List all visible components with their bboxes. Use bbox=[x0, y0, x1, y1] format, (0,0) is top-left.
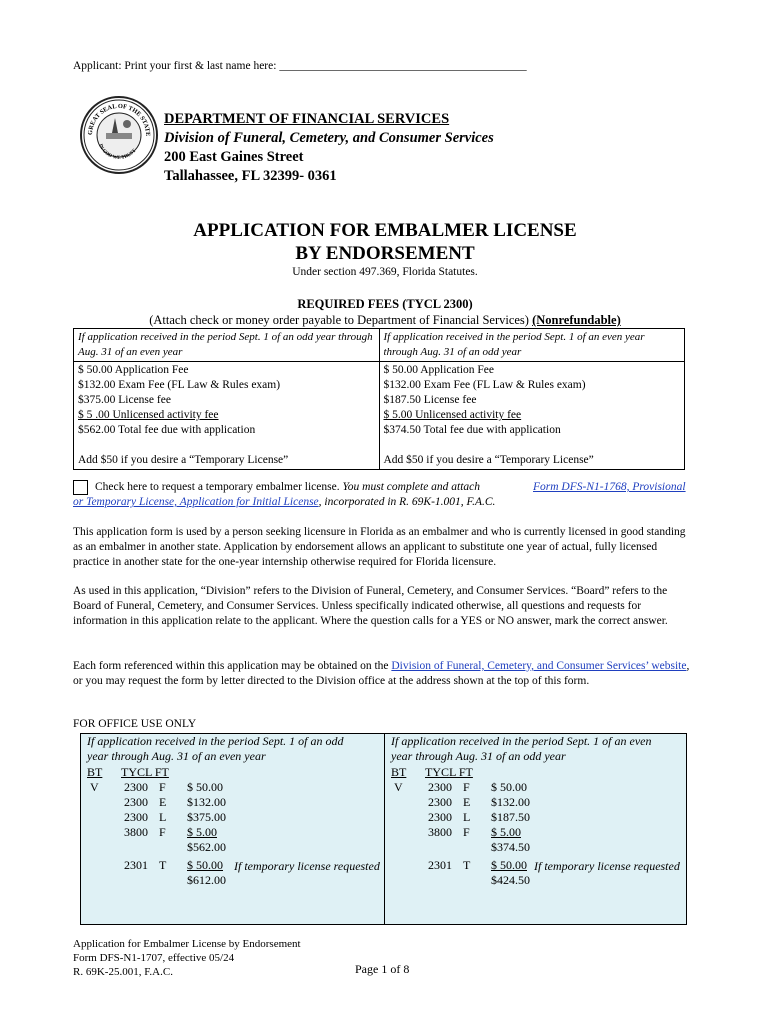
fee-type: F bbox=[159, 780, 166, 794]
bt-header: BT bbox=[391, 765, 407, 779]
condition-line: If application received in the period Sept. 1 of an odd bbox=[87, 734, 344, 748]
odd-year-fees bbox=[379, 362, 685, 470]
fee-code: 2300 bbox=[428, 780, 452, 794]
division-website-link[interactable]: Division of Funeral, Cemetery, and Consumer Services’ website bbox=[391, 660, 687, 672]
fee-code: 2300 bbox=[124, 780, 148, 794]
bt-value: V bbox=[90, 780, 99, 794]
form-footer bbox=[73, 937, 301, 979]
fee-lines-row bbox=[74, 362, 685, 470]
fee-type: F bbox=[463, 780, 470, 794]
page-title: APPLICATION FOR EMBALMER LICENSE bbox=[193, 220, 577, 241]
department-name: DEPARTMENT OF FINANCIAL SERVICES bbox=[164, 111, 450, 127]
office-even-condition bbox=[87, 734, 344, 764]
temp-request-text: Check here to request a temporary embalmer license. bbox=[95, 481, 340, 493]
footer-form-title: Application for Embalmer License by Endorsement bbox=[73, 938, 301, 950]
forms-paragraph bbox=[73, 659, 695, 689]
temp-license-note: Add $50 if you desire a “Temporary License” bbox=[78, 454, 289, 466]
temp-request-link-block bbox=[73, 480, 695, 510]
fee-type: L bbox=[463, 810, 471, 824]
nonrefundable-label: (Nonrefundable) bbox=[532, 313, 621, 327]
department-header bbox=[164, 110, 494, 186]
temp-request-instruction: You must complete and attach bbox=[342, 481, 481, 493]
fee-type: F bbox=[463, 825, 470, 839]
fee-type: F bbox=[159, 825, 166, 839]
tycl-header: TYCL FT bbox=[121, 765, 169, 779]
intro-paragraph: This application form is used by a person seeking licensure in Florida as an embalmer and who is currently licensed in good standing as an embalmer in another state. Application by endorsement allows an applicant to substitute one year of actual, fully licensed practice in another state for the one-year internship otherwise required for Florida licensure. bbox=[73, 526, 686, 568]
fee-amount: $ 50.00 bbox=[187, 780, 223, 794]
form-dfs-n1-1768-link[interactable]: Form DFS-N1-1768, Provisional or Temporary License, Application for Initial License bbox=[73, 481, 686, 508]
condition-line: If application received in the period Sept. 1 of an even bbox=[391, 734, 652, 748]
division-name: Division of Funeral, Cemetery, and Consumer Services bbox=[164, 130, 494, 146]
state-seal-logo bbox=[80, 96, 158, 174]
fee-amount: $ 50.00 bbox=[491, 858, 527, 872]
fee-code: 2300 bbox=[124, 795, 148, 809]
page-title-line2: BY ENDORSEMENT bbox=[295, 243, 475, 264]
statute-reference: Under section 497.369, Florida Statutes. bbox=[292, 266, 478, 278]
fee-subtotal: $374.50 bbox=[491, 840, 530, 854]
fee-code: 2301 bbox=[124, 858, 148, 872]
fee-code: 3800 bbox=[428, 825, 452, 839]
fee-line: $375.00 License fee bbox=[78, 394, 171, 406]
definitions-paragraph: As used in this application, “Division” refers to the Division of Funeral, Cemetery, and Consumer Services. “Board” refers to the Board of Funeral, Cemetery, and Consumer Services. Unless specifically indicated otherwise, all questions and requests for information in this application relate to the applicant. Where the question calls for a YES or NO answer, mark the correct answer. bbox=[73, 585, 668, 627]
seal-motto: IN GOD WE TRUST bbox=[97, 143, 138, 162]
condition-line: year through Aug. 31 of an even year bbox=[87, 749, 266, 763]
fee-grand-total: $612.00 bbox=[187, 873, 226, 887]
fee-line: $132.00 Exam Fee (FL Law & Rules exam) bbox=[383, 379, 586, 391]
office-even-column bbox=[81, 734, 383, 924]
fee-line: $ 50.00 Application Fee bbox=[383, 364, 495, 376]
temp-request-rule: , incorporated in R. 69K-1.001, F.A.C. bbox=[318, 496, 496, 508]
tycl-header: TYCL FT bbox=[425, 765, 473, 779]
bt-header: BT bbox=[87, 765, 103, 779]
temp-fee-note: If temporary license requested bbox=[534, 859, 680, 873]
forms-text-prefix: Each form referenced within this application may be obtained on the bbox=[73, 660, 392, 672]
footer-rule: R. 69K-25.001, F.A.C. bbox=[73, 966, 173, 978]
fee-amount: $132.00 bbox=[187, 795, 226, 809]
fee-amount: $132.00 bbox=[491, 795, 530, 809]
fee-code: 2300 bbox=[428, 795, 452, 809]
fee-total: $562.00 Total fee due with application bbox=[78, 424, 256, 436]
seal-outer-text: GREAT SEAL OF THE STATE bbox=[86, 102, 152, 137]
fee-type: T bbox=[463, 858, 471, 872]
temp-license-note: Add $50 if you desire a “Temporary License” bbox=[383, 454, 594, 466]
fee-type: E bbox=[159, 795, 167, 809]
fee-type: E bbox=[463, 795, 471, 809]
fee-amount: $375.00 bbox=[187, 810, 226, 824]
footer-form-number: Form DFS-N1-1707, effective 05/24 bbox=[73, 952, 235, 964]
bt-value: V bbox=[394, 780, 403, 794]
fees-heading: REQUIRED FEES (TYCL 2300) bbox=[297, 297, 473, 311]
street-address: 200 East Gaines Street bbox=[164, 149, 304, 165]
forms-text-suffix: , or you may request the form by letter directed to the Division office at the address shown at the top of this form. bbox=[73, 660, 690, 687]
fee-line: $ 50.00 Application Fee bbox=[78, 364, 189, 376]
city-address: Tallahassee, FL 32399- 0361 bbox=[164, 168, 337, 184]
fee-code: 2300 bbox=[428, 810, 452, 824]
fee-subtotal: $562.00 bbox=[187, 840, 226, 854]
temp-fee-note: If temporary license requested bbox=[234, 859, 380, 873]
fee-amount: $ 50.00 bbox=[187, 858, 223, 872]
fee-total: $374.50 Total fee due with application bbox=[383, 424, 561, 436]
fee-amount: $ 5.00 bbox=[491, 825, 521, 839]
even-year-fees bbox=[74, 362, 380, 470]
fee-code: 3800 bbox=[124, 825, 148, 839]
even-year-condition: If application received in the period Sept. 1 of an odd year through Aug. 31 of an even year bbox=[74, 329, 380, 362]
office-odd-condition bbox=[391, 734, 651, 764]
fee-condition-row bbox=[74, 329, 685, 362]
condition-line: year through Aug. 31 of an odd year bbox=[391, 749, 566, 763]
fee-line-unlicensed: $ 5.00 Unlicensed activity fee bbox=[383, 409, 522, 421]
fee-type: L bbox=[159, 810, 167, 824]
attach-instruction: (Attach check or money order payable to Department of Financial Services) bbox=[149, 313, 533, 327]
fee-line: $187.50 License fee bbox=[383, 394, 477, 406]
page-number: Page 1 of 8 bbox=[355, 962, 410, 976]
office-use-label: FOR OFFICE USE ONLY bbox=[73, 718, 197, 730]
fee-grand-total: $424.50 bbox=[491, 873, 530, 887]
odd-year-condition: If application received in the period Sept. 1 of an even year through Aug. 31 of an odd year bbox=[379, 329, 685, 362]
fee-code: 2300 bbox=[124, 810, 148, 824]
office-use-box bbox=[80, 733, 687, 925]
office-odd-column bbox=[384, 734, 687, 924]
fee-schedule-table bbox=[73, 328, 685, 470]
fees-attach-note bbox=[0, 313, 770, 328]
fee-line-unlicensed: $ 5 .00 Unlicensed activity fee bbox=[78, 409, 219, 421]
fee-amount: $ 50.00 bbox=[491, 780, 527, 794]
fee-type: T bbox=[159, 858, 167, 872]
fee-line: $132.00 Exam Fee (FL Law & Rules exam) bbox=[78, 379, 281, 391]
applicant-name-line[interactable]: Applicant: Print your first & last name here: ___________________________________________ bbox=[73, 60, 527, 72]
fee-code: 2301 bbox=[428, 858, 452, 872]
fee-amount: $187.50 bbox=[491, 810, 530, 824]
fee-amount: $ 5.00 bbox=[187, 825, 217, 839]
